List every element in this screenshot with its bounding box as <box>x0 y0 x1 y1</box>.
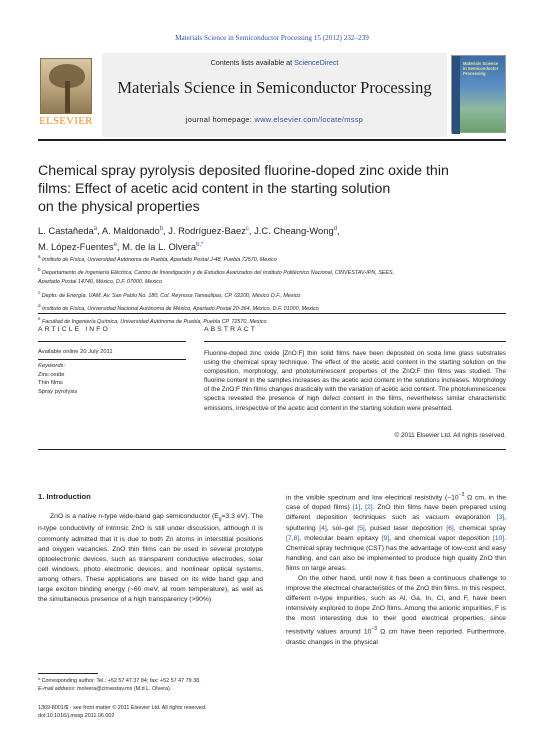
article-info <box>38 348 178 397</box>
title-line: Chemical spray pyrolysis deposited fluorine-doped zinc oxide thin <box>38 163 449 179</box>
paragraph: On the other hand, until now it has been a continuous challenge to improve the electrical characteristics of the ZnO thin films. In this respect, different n-type impurities, such as Al, Ga, In, Cl, and F, have been intensively explored to dope ZnO films. Among the anionic impurities, F is the most interesting due to their good electrical properties, since resistivity values around $10^{-3}$ Ω cm have been reported. Furthermore, drastic changes in the physical <box>286 575 506 646</box>
contents-line <box>102 58 447 67</box>
superscript: −3 <box>458 492 465 498</box>
author-name[interactable]: L. Castañeda <box>38 225 94 237</box>
section-heading-introduction: 1. Introduction <box>38 492 91 501</box>
copyright-notice: © 2011 Elsevier Ltd. All rights reserved. <box>394 432 506 439</box>
available-online: Available online 20 July 2011 <box>38 349 113 355</box>
journal-homepage <box>102 115 447 124</box>
contents-prefix: Contents lists available at <box>210 58 295 67</box>
citation-link[interactable]: [4] <box>319 524 327 532</box>
homepage-link[interactable]: www.elsevier.com/locate/mssp <box>254 115 364 124</box>
affiliation-rule <box>38 313 506 314</box>
affiliation: $^c$ Depto. de Energía, UAM, Av. San Pablo No. 180, Col. Reynosa Tamaulipas, CP. 02200, México D.F., Mexico <box>38 289 301 299</box>
author-name[interactable]: M. de la L. Olvera <box>122 241 197 253</box>
paragraph: ZnO is a native n-type wide-band gap semiconductor ($E_g=3.3$ eV). The n-type conductivity of intrinsic ZnO is still under discussion, although it is commonly admitted that it is due to both Zn atoms in interstitial positions and oxygen vacancies. ZnO thin films can be used in several prototype optoelectronic devices, such as transparent conductive electrodes, solar cell windows, photo electronic devices, and nonlinear optical systems, among others. These applications are based on its wide band gap and large exciton binding energy (~60 meV, at room temperature), as well as the simultaneous presence of a high transparency (>90%) <box>38 513 263 604</box>
author-affil-mark[interactable]: c <box>245 226 249 232</box>
author-affil-mark[interactable]: e <box>113 242 117 249</box>
article-info-heading: ARTICLE INFO <box>38 326 110 333</box>
footnote-email: E-mail address: molvera@cinvestav.mx (M.d.L. Olvera). <box>38 686 172 693</box>
article-info-rule <box>38 341 186 342</box>
abstract-text: Fluorine-doped zinc oxide [ZnO:F] thin solid films have been deposited on soda lime glass substrates using the chemical spray technique. The effect of the acetic acid content in the starting solution on the composition, morphology, and photoluminescent properties of the ZnO:F thin films was studied. The fluorine content in the samples increases as the acetic acid content in the solutions increases. Morphology of the ZnO:F thin films changes drastically with the variation of acetic acid content. The photoluminescence spectra revealed the presence of high defect content in the films, nevertheless similar characteristic emissions, irrespective of the acetic acid content in the starting solution were presented. <box>204 350 506 412</box>
journal-reference[interactable]: Materials Science in Semiconductor Processing 15 (2012) 232–239 <box>175 34 369 42</box>
journal-cover-image[interactable] <box>451 55 506 133</box>
author-affil-mark[interactable]: b <box>159 226 164 232</box>
author-affil-mark[interactable]: b,* <box>196 242 204 249</box>
corresponding-author-footnote <box>38 677 263 693</box>
citation-link[interactable]: [9] <box>381 534 390 542</box>
keyword[interactable]: Spray pyrolysis <box>38 389 78 396</box>
affiliation: $^b$ Departamento de Ingeniería Eléctrica, Centro de Investigación y de Estudios Avanzados del Instituto Politécnico Nacional, CINVESTAV-IPN, SEES, <box>38 267 395 276</box>
elsevier-tree-icon <box>40 58 92 114</box>
article-title <box>38 162 498 216</box>
keyword[interactable]: Zinc oxide <box>38 371 65 378</box>
superscript: −3 <box>371 626 378 633</box>
title-line: on the physical properties <box>38 199 200 215</box>
citation-link[interactable]: [2] <box>365 504 373 512</box>
journal-name: Materials Science in Semiconductor Processing <box>117 78 432 97</box>
keywords-label: Keywords: <box>38 363 66 370</box>
author-name[interactable]: A. Maldonado <box>101 225 160 237</box>
subscript: g <box>218 516 222 523</box>
elsevier-logo <box>38 58 94 136</box>
footnote-contact: * Corresponding author. Tel.: +52 57 47 37 84; fax: +52 57 47 79 38. <box>38 678 201 684</box>
paragraph: in the visible spectrum and low electrical resistivity ($\sim 10^{-3}$ Ω cm, in the case of doped films) [1], [2]. ZnO thin films have been prepared using different deposition techniques such as vacuum evaporation [3], sputtering [4], sol–gel [5], pulsed laser deposition [6], chemical spray [7,8], molecular beam epitaxy [9], and chemical vapor deposition [10]. Chemical spray technique (CST) has the advantage of low-cost and easy handling, and can also be implemented to produce high quality ZnO thin films on large areas. <box>286 492 506 572</box>
author-line: M. López-Fuentes$^e$, M. de la L. Olvera$^{b,*}$ <box>38 241 204 253</box>
citation-link[interactable]: [1] <box>352 504 361 512</box>
info-divider <box>38 359 186 360</box>
doi-link[interactable]: doi:10.1016/j.mssp.2011.06.002 <box>38 713 115 720</box>
affiliation: $^a$ Instituto de Física, Universidad Autónoma de Puebla, Apartado Postal J-48, Puebla 72570, Mexico <box>38 254 277 263</box>
author-affil-mark[interactable]: a <box>93 226 98 232</box>
affiliation: Apartado Postal 14740, México, D.F. 07000, Mexico <box>38 279 162 286</box>
masthead-rule <box>38 139 506 141</box>
author-name[interactable]: M. López-Fuentes <box>38 241 114 253</box>
cover-title: Materials Science in Semiconductor Processing <box>463 61 499 76</box>
author-affil-mark[interactable]: d <box>333 226 338 232</box>
email-link[interactable]: molvera@cinvestav.mx (M.d.L. Olvera). <box>75 686 172 693</box>
body-column-right <box>286 490 506 648</box>
author-line: L. Castañeda$^a$, A. Maldonado$^b$, J. Rodríguez-Baez$^c$, J.C. Cheang-Wong$^d$, <box>38 225 340 237</box>
body-column-left <box>38 512 263 605</box>
abstract-rule <box>204 341 506 342</box>
issn-doi <box>38 704 298 720</box>
citation-link[interactable]: [5] <box>357 524 365 532</box>
author-list <box>38 222 498 254</box>
citation-link[interactable]: [6] <box>446 524 454 532</box>
issn-line: 1369-8001/$ - see front matter © 2011 Elsevier Ltd. All rights reserved. <box>38 705 207 711</box>
author-name[interactable]: J. Rodríguez-Baez <box>168 225 246 237</box>
title-line: films: Effect of acetic acid content in the starting solution <box>38 181 391 197</box>
abstract-end-rule <box>38 449 506 450</box>
affiliations <box>38 252 508 327</box>
citation-link[interactable]: [10] <box>492 534 505 542</box>
publisher-name: ELSEVIER <box>39 116 93 127</box>
abstract-heading: ABSTRACT <box>204 326 258 333</box>
keyword[interactable]: Thin films <box>38 380 63 387</box>
author-name[interactable]: J.C. Cheang-Wong <box>254 225 334 237</box>
affiliation: $^e$ Facultad de Ingeniería Química, Universidad Autónoma de Puebla, Puebla CP. 72570, Mexico <box>38 316 267 326</box>
homepage-prefix: journal homepage: <box>185 115 255 124</box>
masthead-banner <box>102 53 447 137</box>
citation-link[interactable]: [3] <box>496 514 505 522</box>
affiliation: $^d$ Instituto de Física, Universidad Nacional Autónoma de México, Apartado Postal 20-364, México, D.F. 01000, Mexico <box>38 303 319 312</box>
sciencedirect-link[interactable]: ScienceDirect <box>294 58 339 67</box>
footnote-rule <box>38 673 98 674</box>
citation-link[interactable]: [7,8] <box>286 534 300 542</box>
journal-masthead <box>38 53 506 137</box>
